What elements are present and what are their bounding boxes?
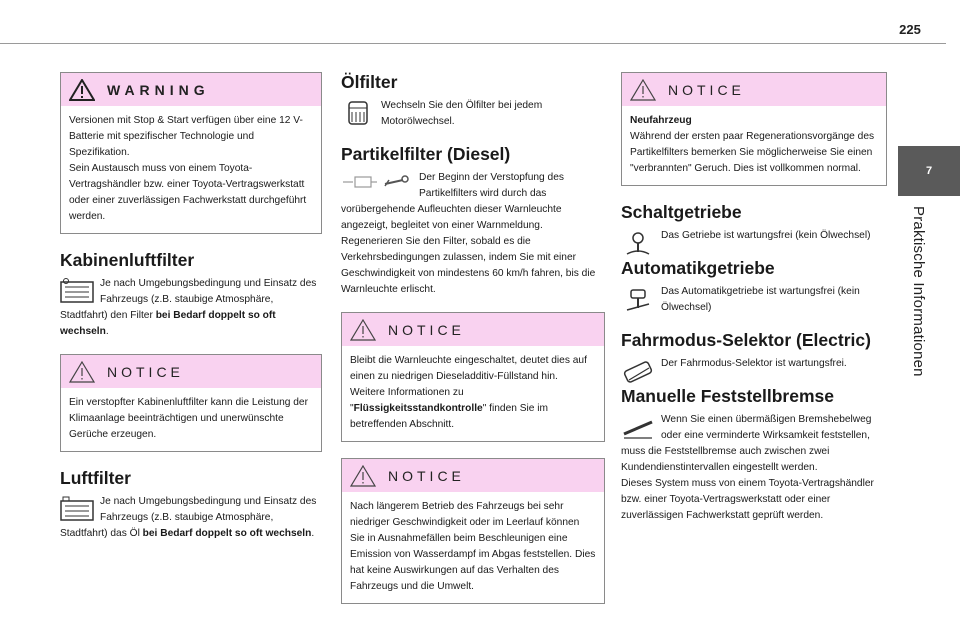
notice-box-header	[342, 313, 604, 346]
cabin-filter-text-bold: bei Bedarf doppelt so oft wechseln	[60, 310, 276, 337]
cabin-filter-section	[60, 250, 322, 340]
notice-triangle-icon	[630, 79, 656, 101]
parking-brake-heading: Manuelle Feststellbremse	[621, 386, 834, 406]
notice-title: NOTICE	[668, 81, 745, 98]
warning-triangle-icon	[69, 79, 95, 101]
warning-body	[61, 106, 321, 233]
cabin-filter-text-c: .	[105, 326, 109, 337]
particle-filter-text-2: Regenerieren Sie den Filter, sobald es die Verkehrsbedingungen zulassen, indem Sie mit einer Geschwindigkeit von mindestens 60 km/h fahren, bis die Warnleuchte erlischt.	[341, 236, 596, 295]
parking-brake-text-2: Dieses System muss von einem Toyota-Vertragshändler bzw. einer Toyota-Vertragswerkstatt oder einer zuverlässigen Fachwerkstatt geprüft werden.	[621, 478, 874, 521]
manual-gearbox-heading: Schaltgetriebe	[621, 202, 742, 222]
notice-box-header	[342, 459, 604, 492]
notice-new-vehicle-subtitle: Neufahrzeug	[630, 115, 692, 126]
warning-box-header	[61, 73, 321, 106]
warning-title: WARNING	[107, 81, 210, 98]
parking-brake-text-1: Wenn Sie einen übermäßigen Bremshebelweg oder eine verminderte Wirksamkeit feststellen, muss die Feststellbremse auch zwischen zwei Kundendienstintervallen eingestellt werden.	[621, 414, 872, 473]
notice-box-steam	[341, 458, 605, 604]
chapter-tab[interactable]: 7	[898, 146, 960, 196]
notice-body	[61, 388, 321, 451]
notice-box-header	[61, 355, 321, 388]
auto-gearbox-icon	[621, 286, 655, 312]
oil-filter-icon	[341, 100, 375, 126]
notice-additive-text-2c: " finden Sie im betreffenden Abschnitt.	[350, 403, 549, 430]
manual-gearbox-icon	[621, 230, 655, 256]
drive-selector-section	[621, 330, 887, 372]
drive-selector-text: Der Fahrmodus-Selektor ist wartungsfrei.	[661, 358, 847, 369]
chapter-title: Praktische Informationen	[910, 206, 927, 377]
oil-filter-text: Wechseln Sie den Ölfilter bei jedem Motorölwechsel.	[381, 100, 543, 127]
drive-selector-heading: Fahrmodus-Selektor (Electric)	[621, 330, 871, 350]
air-filter-heading: Luftfilter	[60, 468, 131, 488]
fluid-level-check-reference: Flüssigkeitsstandkontrolle	[353, 403, 483, 414]
parking-brake-section	[621, 386, 887, 524]
notice-text: Ein verstopfter Kabinenluftfilter kann die Leistung der Klimaanlage beeinträchtigen und unerwünschte Gerüche erzeugen.	[69, 397, 308, 440]
air-filter-text-bold: bei Bedarf doppelt so oft wechseln	[142, 528, 312, 539]
notice-additive-text-2	[350, 385, 596, 433]
air-filter-text-a: Je nach Umgebungsbedingung und Einsatz des Fahrzeugs (z.B. staubige Atmosphäre, Stadtfahrt) das Öl	[60, 496, 317, 539]
notice-box-cabin	[60, 354, 322, 452]
air-filter-text	[60, 494, 322, 542]
auto-gearbox-heading: Automatikgetriebe	[621, 258, 775, 278]
particle-filter-warning-icon	[341, 174, 411, 190]
page-number: 225	[899, 22, 921, 37]
particle-filter-heading: Partikelfilter (Diesel)	[341, 144, 511, 164]
cabin-filter-icon	[60, 278, 94, 304]
air-filter-section	[60, 468, 322, 542]
warning-text-2: Sein Austausch muss von einem Toyota-Vertragshändler bzw. einer Toyota-Vertragswerkstatt oder einer zuverlässigen Fachwerkstatt durchgeführt werden.	[69, 163, 307, 222]
particle-filter-section	[341, 144, 605, 298]
column-left	[60, 72, 322, 556]
parking-brake-lever-icon	[621, 414, 655, 440]
air-filter-text-c: .	[311, 528, 315, 539]
notice-triangle-icon	[350, 319, 376, 341]
notice-body	[342, 346, 604, 441]
notice-body	[342, 492, 604, 603]
cabin-filter-text-a: Je nach Umgebungsbedingung und Einsatz des Fahrzeugs (z.B. staubige Atmosphäre, Stadtfahrt) den Filter	[60, 278, 317, 321]
notice-steam-text: Nach längerem Betrieb des Fahrzeugs bei sehr niedriger Geschwindigkeit oder im Leerlauf können Sie in Ausnahmefällen beim Beschleunigen eine Emission von Wasserdampf im Abgas feststellen. Dies hat keine Auswirkungen auf das Verhalten des Fahrzeugs und die Umwelt.	[350, 501, 596, 592]
notice-new-vehicle-text: Während der ersten paar Regenerationsvorgänge des Partikelfilters bemerken Sie möglicherweise Sie einen "verbrannten" Geruch. Dies ist vollkommen normal.	[630, 131, 875, 174]
oil-filter-heading: Ölfilter	[341, 72, 398, 92]
cabin-filter-text	[60, 276, 322, 340]
notice-additive-text-1: Bleibt die Warnleuchte eingeschaltet, deutet dies auf einen zu niedrigen Dieseladditiv-Füllstand hin.	[350, 355, 587, 382]
notice-title: NOTICE	[107, 363, 184, 380]
column-right	[621, 72, 887, 538]
manual-gearbox-section	[621, 202, 887, 244]
notice-additive-text-2a: Weitere Informationen zu "	[350, 387, 464, 414]
top-rule	[0, 43, 946, 44]
auto-gearbox-text: Das Automatikgetriebe ist wartungsfrei (kein Ölwechsel)	[661, 286, 860, 313]
notice-title: NOTICE	[388, 467, 465, 484]
notice-triangle-icon	[350, 465, 376, 487]
column-middle	[341, 72, 605, 620]
air-filter-icon	[60, 496, 94, 522]
auto-gearbox-section	[621, 258, 887, 316]
notice-body	[622, 106, 886, 185]
notice-box-additive	[341, 312, 605, 442]
drive-selector-icon	[621, 358, 655, 384]
notice-title: NOTICE	[388, 321, 465, 338]
notice-triangle-icon	[69, 361, 95, 383]
oil-filter-section	[341, 72, 605, 130]
warning-box	[60, 72, 322, 234]
notice-box-new-vehicle	[621, 72, 887, 186]
particle-filter-text-1: Der Beginn der Verstopfung des Partikelfilters wird durch das vorübergehende Aufleuchten dieser Warnleuchte angezeigt, begleitet von einer Warnmeldung.	[341, 172, 564, 231]
warning-text-1: Versionen mit Stop & Start verfügen über eine 12 V-Batterie mit spezifischer Technologie und Spezifikation.	[69, 115, 303, 158]
cabin-filter-heading: Kabinenluftfilter	[60, 250, 195, 270]
manual-gearbox-text: Das Getriebe ist wartungsfrei (kein Ölwechsel)	[661, 230, 871, 241]
notice-box-header	[622, 73, 886, 106]
